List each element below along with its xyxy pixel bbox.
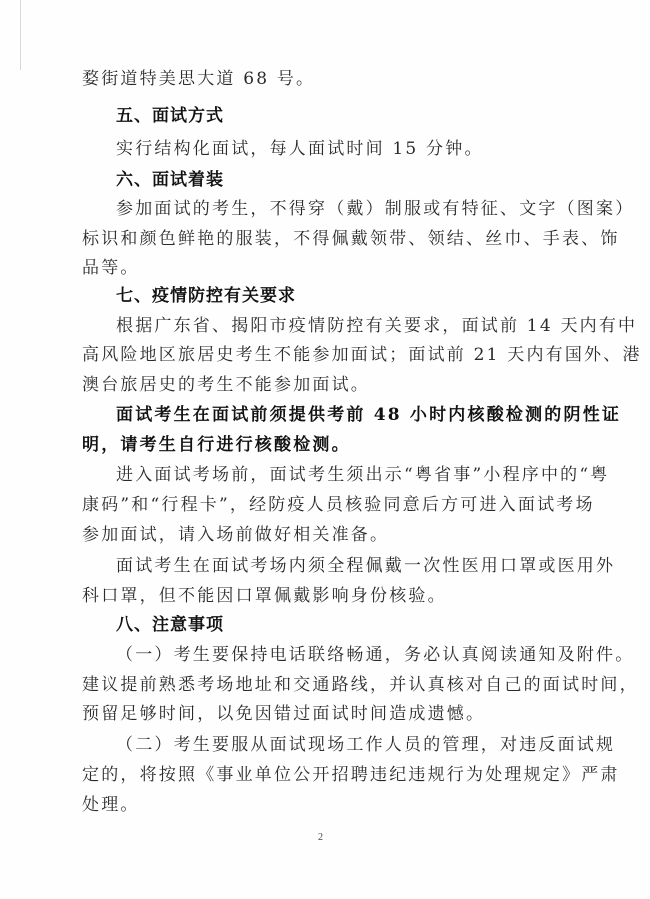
paragraph-line: 进入面试考场前，面试考生须出示“粤省事”小程序中的“粤 xyxy=(116,465,610,485)
section-heading: 五、面试方式 xyxy=(116,106,224,126)
paragraph-line: 高风险地区旅居史考生不能参加面试；面试前 21 天内有国外、港 xyxy=(82,345,642,365)
paragraph-line: 根据广东省、揭阳市疫情防控有关要求，面试前 14 天内有中 xyxy=(116,316,638,336)
paragraph-line: 澳台旅居史的考生不能参加面试。 xyxy=(82,375,370,395)
paragraph-line: （二）考生要服从面试现场工作人员的管理，对违反面试规 xyxy=(116,735,616,755)
paragraph-line: 品等。 xyxy=(82,258,140,278)
paragraph-line: 康码”和“行程卡”，经防疫人员核验同意后方可进入面试考场 xyxy=(82,495,595,515)
paragraph-line: 定的，将按照《事业单位公开招聘违纪违规行为处理规定》严肃 xyxy=(82,765,620,785)
section-heading: 七、疫情防控有关要求 xyxy=(116,286,296,306)
section-heading: 六、面试着装 xyxy=(116,170,224,190)
paragraph-line: 参加面试的考生，不得穿（戴）制服或有特征、文字（图案） xyxy=(116,199,635,219)
paragraph-line: 处理。 xyxy=(82,795,140,815)
paragraph-line: 明，请考生自行进行核酸检测。 xyxy=(82,435,351,455)
scan-edge-line xyxy=(20,0,21,70)
paragraph-line: 科口罩，但不能因口罩佩戴影响身份核验。 xyxy=(82,586,447,606)
paragraph-line: 实行结构化面试，每人面试时间 15 分钟。 xyxy=(116,139,484,159)
paragraph-line: 建议提前熟悉考场地址和交通路线，并认真核对自己的面试时间， xyxy=(82,675,639,695)
paragraph-line: 标识和颜色鲜艳的服装，不得佩戴领带、领结、丝巾、手表、饰 xyxy=(82,229,620,249)
paragraph-line: （一）考生要保持电话联络畅通，务必认真阅读通知及附件。 xyxy=(116,645,635,665)
paragraph-line: 预留足够时间，以免因错过面试时间造成遗憾。 xyxy=(82,704,486,724)
paragraph-line: 参加面试，请入场前做好相关准备。 xyxy=(82,525,390,545)
paragraph-line: 面试考生在面试考场内须全程佩戴一次性医用口罩或医用外 xyxy=(116,556,616,576)
page-number: 2 xyxy=(318,832,323,843)
paragraph-line: 婺街道特美思大道 68 号。 xyxy=(82,69,316,89)
section-heading: 八、注意事项 xyxy=(116,615,224,635)
paragraph-line: 面试考生在面试前须提供考前 48 小时内核酸检测的阴性证 xyxy=(116,405,622,425)
